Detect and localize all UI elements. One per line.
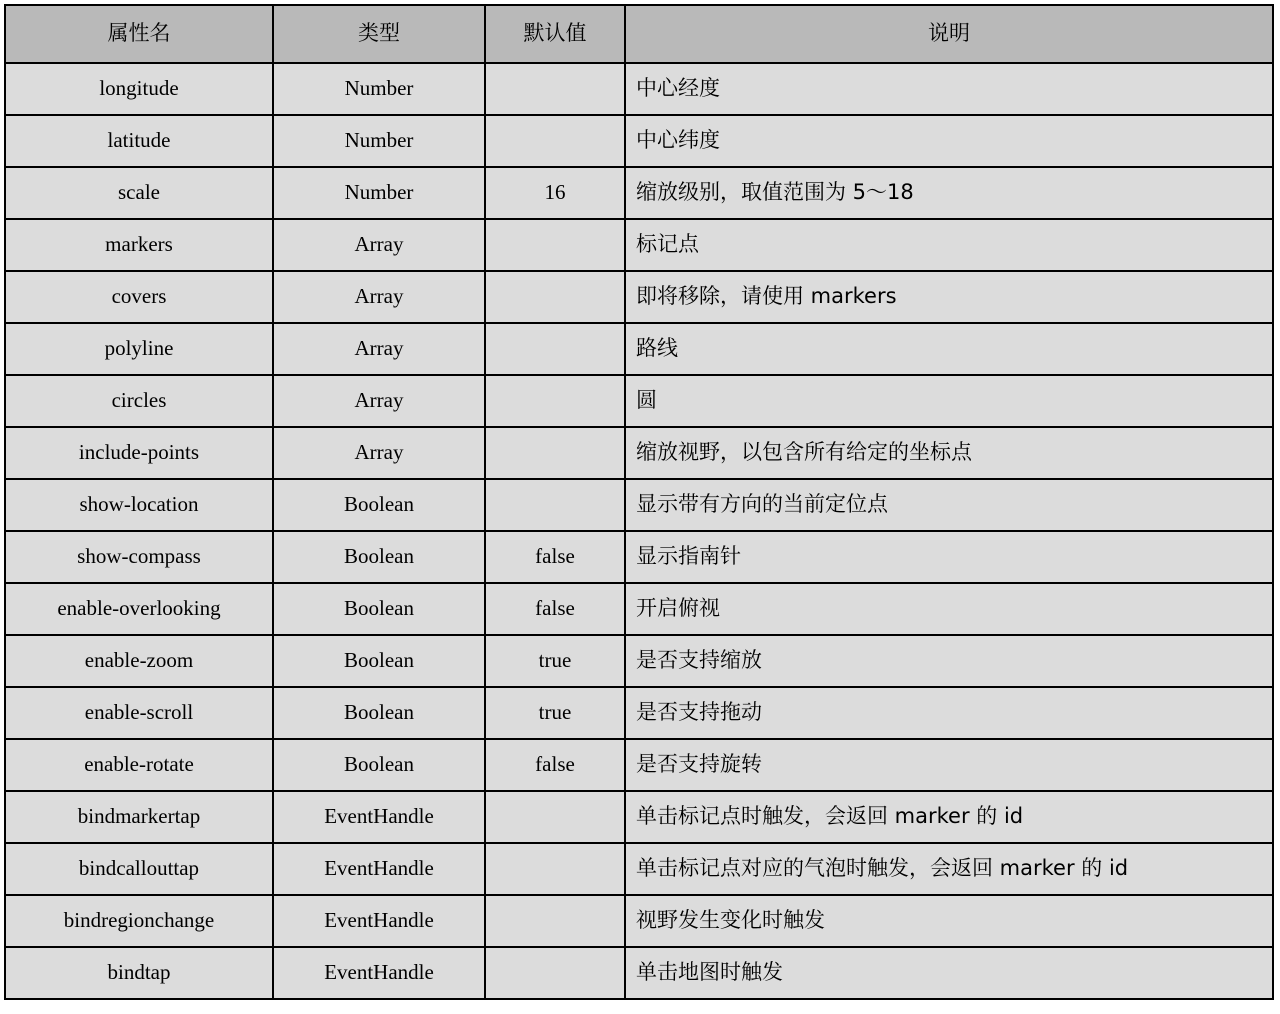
column-header-desc: 说明 — [625, 5, 1273, 63]
table-row — [5, 583, 1273, 635]
cell-attribute-description: 显示指南针 — [625, 531, 1273, 583]
cell-attribute-type: Boolean — [273, 739, 485, 791]
column-header-name: 属性名 — [5, 5, 273, 63]
cell-attribute-type: EventHandle — [273, 895, 485, 947]
table-row — [5, 531, 1273, 583]
cell-attribute-default — [485, 271, 625, 323]
cell-attribute-default — [485, 947, 625, 999]
cell-attribute-type: Number — [273, 167, 485, 219]
cell-attribute-default: false — [485, 739, 625, 791]
cell-attribute-name: show-compass — [5, 531, 273, 583]
cell-attribute-name: include-points — [5, 427, 273, 479]
cell-attribute-description: 显示带有方向的当前定位点 — [625, 479, 1273, 531]
cell-attribute-description: 是否支持缩放 — [625, 635, 1273, 687]
cell-attribute-type: EventHandle — [273, 947, 485, 999]
cell-attribute-description: 缩放级别，取值范围为 5～18 — [625, 167, 1273, 219]
cell-attribute-type: Array — [273, 271, 485, 323]
cell-attribute-default — [485, 115, 625, 167]
cell-attribute-name: scale — [5, 167, 273, 219]
cell-attribute-name: enable-zoom — [5, 635, 273, 687]
cell-attribute-name: covers — [5, 271, 273, 323]
cell-attribute-default: false — [485, 583, 625, 635]
cell-attribute-default — [485, 895, 625, 947]
cell-attribute-description: 单击标记点时触发，会返回 marker 的 id — [625, 791, 1273, 843]
cell-attribute-default — [485, 843, 625, 895]
column-header-default: 默认值 — [485, 5, 625, 63]
table-row — [5, 323, 1273, 375]
cell-attribute-description: 开启俯视 — [625, 583, 1273, 635]
cell-attribute-name: latitude — [5, 115, 273, 167]
cell-attribute-default — [485, 323, 625, 375]
cell-attribute-name: bindtap — [5, 947, 273, 999]
cell-attribute-description: 是否支持旋转 — [625, 739, 1273, 791]
table-row — [5, 791, 1273, 843]
cell-attribute-default — [485, 63, 625, 115]
column-header-type: 类型 — [273, 5, 485, 63]
cell-attribute-description: 圆 — [625, 375, 1273, 427]
table-row — [5, 219, 1273, 271]
cell-attribute-name: enable-scroll — [5, 687, 273, 739]
cell-attribute-type: Number — [273, 63, 485, 115]
table-header — [5, 5, 1273, 63]
table-row — [5, 947, 1273, 999]
cell-attribute-default — [485, 375, 625, 427]
table-body — [5, 63, 1273, 999]
cell-attribute-type: EventHandle — [273, 843, 485, 895]
cell-attribute-description: 即将移除，请使用 markers — [625, 271, 1273, 323]
table-row — [5, 167, 1273, 219]
cell-attribute-type: Array — [273, 219, 485, 271]
cell-attribute-description: 视野发生变化时触发 — [625, 895, 1273, 947]
cell-attribute-name: polyline — [5, 323, 273, 375]
table-row — [5, 843, 1273, 895]
table-row — [5, 479, 1273, 531]
cell-attribute-default: true — [485, 687, 625, 739]
table-row — [5, 63, 1273, 115]
cell-attribute-description: 缩放视野，以包含所有给定的坐标点 — [625, 427, 1273, 479]
cell-attribute-default — [485, 791, 625, 843]
cell-attribute-type: Boolean — [273, 687, 485, 739]
table-row — [5, 271, 1273, 323]
cell-attribute-type: Boolean — [273, 635, 485, 687]
table-row — [5, 427, 1273, 479]
table-row — [5, 635, 1273, 687]
cell-attribute-description: 单击地图时触发 — [625, 947, 1273, 999]
cell-attribute-name: enable-overlooking — [5, 583, 273, 635]
cell-attribute-name: show-location — [5, 479, 273, 531]
cell-attribute-name: bindmarkertap — [5, 791, 273, 843]
table-row — [5, 375, 1273, 427]
table-row — [5, 687, 1273, 739]
cell-attribute-type: EventHandle — [273, 791, 485, 843]
cell-attribute-name: circles — [5, 375, 273, 427]
cell-attribute-description: 路线 — [625, 323, 1273, 375]
cell-attribute-name: bindcallouttap — [5, 843, 273, 895]
cell-attribute-description: 是否支持拖动 — [625, 687, 1273, 739]
cell-attribute-name: bindregionchange — [5, 895, 273, 947]
cell-attribute-name: enable-rotate — [5, 739, 273, 791]
table-row — [5, 895, 1273, 947]
cell-attribute-type: Array — [273, 375, 485, 427]
cell-attribute-default: false — [485, 531, 625, 583]
cell-attribute-description: 标记点 — [625, 219, 1273, 271]
table-row — [5, 739, 1273, 791]
table-row — [5, 115, 1273, 167]
cell-attribute-description: 单击标记点对应的气泡时触发，会返回 marker 的 id — [625, 843, 1273, 895]
cell-attribute-default: 16 — [485, 167, 625, 219]
cell-attribute-type: Boolean — [273, 583, 485, 635]
cell-attribute-type: Number — [273, 115, 485, 167]
cell-attribute-type: Boolean — [273, 531, 485, 583]
cell-attribute-description: 中心纬度 — [625, 115, 1273, 167]
map-attributes-table — [4, 4, 1274, 1000]
cell-attribute-name: markers — [5, 219, 273, 271]
cell-attribute-name: longitude — [5, 63, 273, 115]
cell-attribute-default — [485, 479, 625, 531]
cell-attribute-description: 中心经度 — [625, 63, 1273, 115]
cell-attribute-type: Array — [273, 323, 485, 375]
cell-attribute-type: Array — [273, 427, 485, 479]
cell-attribute-default — [485, 219, 625, 271]
cell-attribute-default: true — [485, 635, 625, 687]
cell-attribute-default — [485, 427, 625, 479]
table-header-row — [5, 5, 1273, 63]
cell-attribute-type: Boolean — [273, 479, 485, 531]
